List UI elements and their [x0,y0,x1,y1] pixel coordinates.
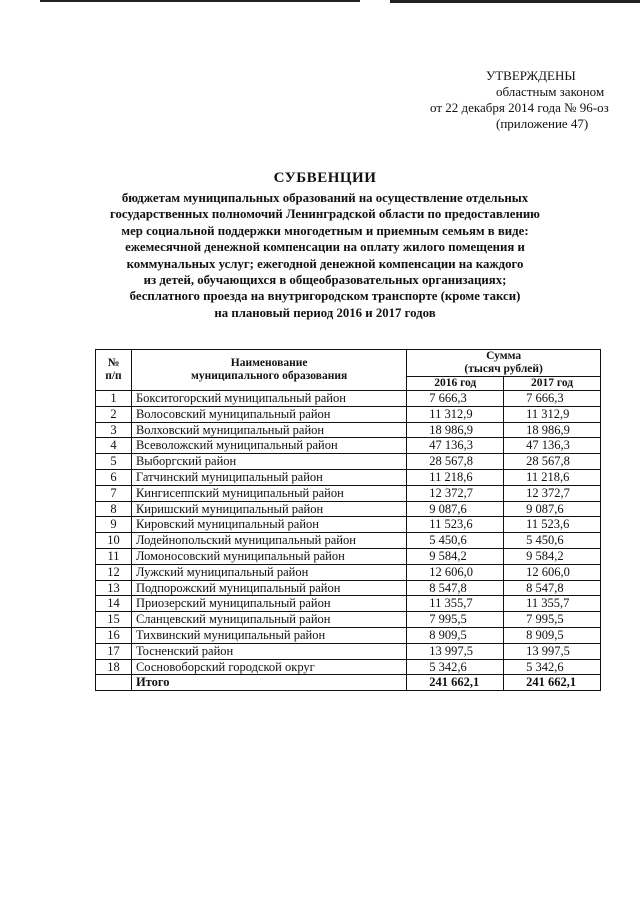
row-amount-2016: 7 666,3 [407,391,504,407]
table-row [96,517,601,533]
table-row [96,643,601,659]
row-amount-2017: 7 995,5 [504,612,601,628]
title-line: бюджетам муниципальных образований на осуществление отдельных [121,191,529,205]
table-row [96,612,601,628]
row-number: 15 [96,612,132,628]
row-municipality-name: Сосновоборский городской округ [131,659,406,675]
header-year-2017: 2017 год [504,377,601,391]
row-number: 13 [96,580,132,596]
approval-line-law: областным законом [496,84,605,99]
row-amount-2017: 9 087,6 [504,501,601,517]
table-row [96,454,601,470]
header-name-line2: муниципального образования [191,370,348,382]
header-name-line1: Наименование [230,357,308,369]
table-row [96,469,601,485]
row-amount-2017: 47 136,3 [504,438,601,454]
row-amount-2016: 11 312,9 [407,406,504,422]
row-amount-2016: 8 547,8 [407,580,504,596]
row-amount-2017: 8 909,5 [504,627,601,643]
header-number-abbr: п/п [105,370,122,382]
row-municipality-name: Выборгский район [131,454,406,470]
row-amount-2016: 12 372,7 [407,485,504,501]
title-main: СУБВЕНЦИИ [273,170,377,186]
row-number: 3 [96,422,132,438]
title-line: из детей, обучающихся в общеобразовательных организациях; [143,273,507,288]
row-municipality-name: Лужский муниципальный район [131,564,406,580]
row-municipality-name: Бокситогорский муниципальный район [131,391,406,407]
total-row [96,675,601,691]
row-municipality-name: Волховский муниципальный район [131,422,406,438]
row-number: 5 [96,454,132,470]
total-number-cell [96,675,132,691]
row-number: 17 [96,643,132,659]
title-line: мер социальной поддержки многодетным и приемным семьям в виде: [121,223,529,238]
row-amount-2017: 9 584,2 [504,548,601,564]
title-line: ежемесячной денежной компенсации на оплату жилого помещения и [125,240,525,255]
row-amount-2016: 8 909,5 [407,627,504,643]
row-amount-2017: 12 606,0 [504,564,601,580]
total-label: Итого [131,675,406,691]
row-amount-2016: 13 997,5 [407,643,504,659]
row-amount-2016: 11 355,7 [407,596,504,612]
row-municipality-name: Приозерский муниципальный район [131,596,406,612]
row-amount-2017: 7 666,3 [504,391,601,407]
row-amount-2017: 11 355,7 [504,596,601,612]
scan-edge-line-right [390,0,640,3]
row-amount-2016: 5 342,6 [407,659,504,675]
table-row [96,548,601,564]
row-amount-2017: 11 523,6 [504,517,601,533]
title-line: бесплатного проезда на внутригородском транспорте (кроме такси) [129,289,521,304]
row-amount-2017: 5 342,6 [504,659,601,675]
title-line: коммунальных услуг; ежегодной денежной компенсации на каждого [126,256,524,271]
row-amount-2016: 18 986,9 [407,422,504,438]
row-amount-2016: 5 450,6 [407,533,504,549]
row-number: 9 [96,517,132,533]
table-row [96,659,601,675]
row-number: 14 [96,596,132,612]
row-municipality-name: Волосовский муниципальный район [131,406,406,422]
approval-stamp [400,68,640,132]
row-number: 10 [96,533,132,549]
header-year-2016: 2016 год [407,377,504,391]
row-municipality-name: Подпорожский муниципальный район [131,580,406,596]
scan-edge-line-left [40,0,360,2]
row-municipality-name: Лодейнопольский муниципальный район [131,533,406,549]
table-row [96,485,601,501]
row-amount-2017: 11 312,9 [504,406,601,422]
table-row [96,422,601,438]
row-number: 12 [96,564,132,580]
table-row [96,533,601,549]
row-amount-2016: 9 584,2 [407,548,504,564]
total-2016: 241 662,1 [407,675,504,691]
row-municipality-name: Всеволожский муниципальный район [131,438,406,454]
row-municipality-name: Кингисеппский муниципальный район [131,485,406,501]
row-amount-2017: 28 567,8 [504,454,601,470]
row-number: 1 [96,391,132,407]
row-amount-2016: 11 523,6 [407,517,504,533]
scan-edge-marks [0,0,640,6]
row-amount-2017: 8 547,8 [504,580,601,596]
row-amount-2016: 47 136,3 [407,438,504,454]
total-2017: 241 662,1 [504,675,601,691]
row-amount-2016: 7 995,5 [407,612,504,628]
header-sum [407,350,601,377]
row-amount-2016: 12 606,0 [407,564,504,580]
row-number: 4 [96,438,132,454]
row-number: 11 [96,548,132,564]
table-row [96,627,601,643]
row-number: 18 [96,659,132,675]
header-name [131,350,406,391]
row-municipality-name: Сланцевский муниципальный район [131,612,406,628]
subventions-table [95,349,601,691]
header-sum-line1: Сумма [486,350,522,362]
document-title [90,168,560,321]
table-row [96,406,601,422]
row-municipality-name: Тихвинский муниципальный район [131,627,406,643]
title-line: государственных полномочий Ленинградской области по предоставлению [110,207,540,222]
row-municipality-name: Киришский муниципальный район [131,501,406,517]
approval-line-approved: УТВЕРЖДЕНЫ [486,68,576,83]
row-amount-2017: 11 218,6 [504,469,601,485]
header-number [96,350,132,391]
table-row [96,580,601,596]
approval-line-date: от 22 декабря 2014 года № 96-оз [430,100,609,115]
header-sum-line2: (тысяч рублей) [464,363,543,375]
row-amount-2017: 5 450,6 [504,533,601,549]
row-municipality-name: Кировский муниципальный район [131,517,406,533]
row-number: 2 [96,406,132,422]
row-municipality-name: Гатчинский муниципальный район [131,469,406,485]
approval-line-appendix: (приложение 47) [496,116,589,131]
row-amount-2017: 18 986,9 [504,422,601,438]
row-number: 8 [96,501,132,517]
table-row [96,501,601,517]
title-description [90,190,560,321]
row-municipality-name: Тосненский район [131,643,406,659]
table-row [96,564,601,580]
table-row [96,596,601,612]
row-number: 7 [96,485,132,501]
table-row [96,391,601,407]
row-amount-2017: 12 372,7 [504,485,601,501]
row-number: 16 [96,627,132,643]
row-amount-2016: 11 218,6 [407,469,504,485]
row-municipality-name: Ломоносовский муниципальный район [131,548,406,564]
row-number: 6 [96,469,132,485]
table-row [96,438,601,454]
row-amount-2017: 13 997,5 [504,643,601,659]
row-amount-2016: 28 567,8 [407,454,504,470]
header-number-symbol: № [107,357,120,369]
title-line: на плановый период 2016 и 2017 годов [214,305,436,320]
table-body [96,391,601,675]
row-amount-2016: 9 087,6 [407,501,504,517]
